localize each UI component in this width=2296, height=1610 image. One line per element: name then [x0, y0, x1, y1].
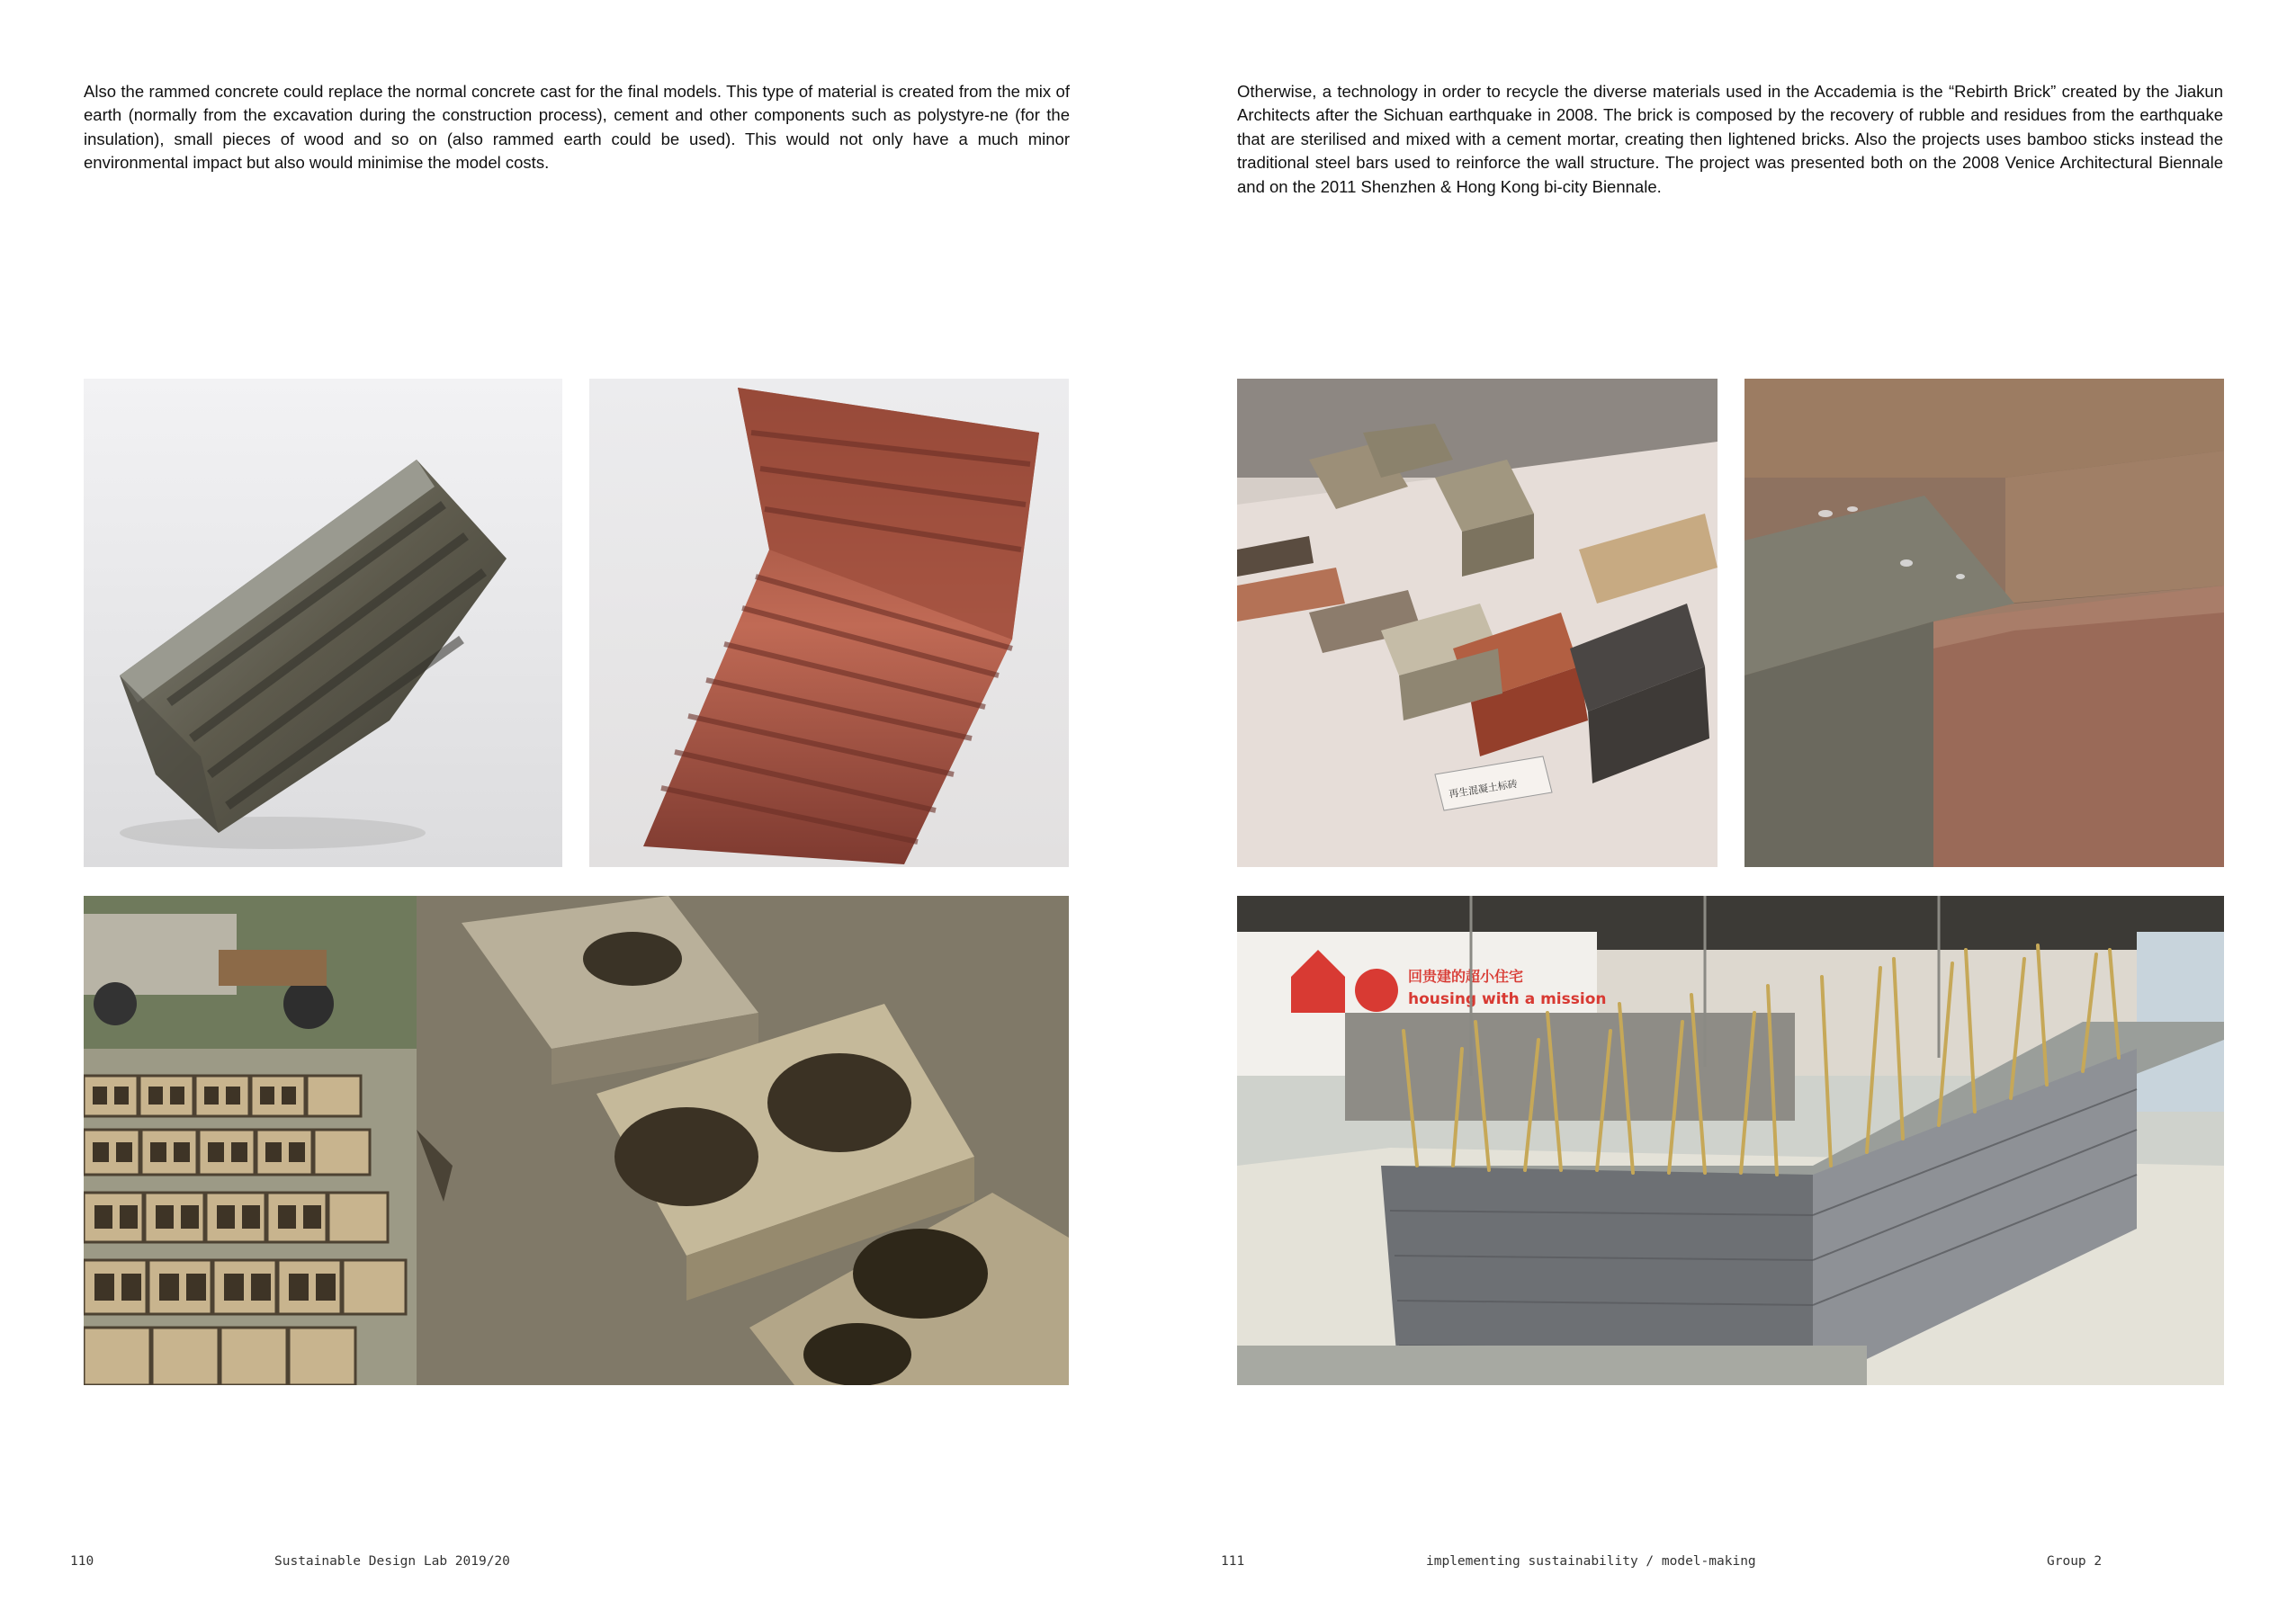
- right-footer-section: implementing sustainability / model-making: [1426, 1554, 1756, 1569]
- right-paragraph: Otherwise, a technology in order to recycle the diverse materials used in the Accademia is the “Rebirth Brick” created by the Jiakun Architects after the Sichuan earthquake in 2008. The brick is composed by the recovery of rubble and residues from the earthquake that are sterilised and mixed with a cement mortar, creating then lightened bricks. Also the projects uses bamboo sticks instead the traditional steel bars used to reinforce the wall structure. The project was presented both on the 2008 Venice Architectural Biennale and on the 2011 Shenzhen & Hong Kong bi-city Biennale.: [1237, 82, 2223, 196]
- right-page-number: 111: [1221, 1554, 1245, 1569]
- left-page-number: 110: [70, 1554, 94, 1569]
- left-footer-title: Sustainable Design Lab 2019/20: [274, 1554, 510, 1569]
- photo-exhibition-bamboo: [1237, 896, 2224, 1385]
- brick-label: 再生混凝土标砖: [1448, 777, 1519, 801]
- right-footer-group: Group 2: [2047, 1554, 2103, 1569]
- photo-red-rammed-earth: [589, 379, 1069, 867]
- photo-block-stacks: [84, 896, 417, 1385]
- photo-bricks-closeup: [1744, 379, 2224, 867]
- photo-rebirth-brick-display: [1237, 379, 1718, 867]
- exhibition-sign-cn: 回贵建的超小住宅: [1408, 968, 1524, 985]
- photo-grey-rammed-concrete: [84, 379, 562, 867]
- exhibition-sign: housing with a mission: [1408, 990, 1607, 1008]
- photo-hollow-blocks-closeup: [417, 896, 1069, 1385]
- left-paragraph: Also the rammed concrete could replace the normal concrete cast for the final models. This type of material is created from the mix of earth (normally from the excavation during the construction process), cement and other components such as polystyre-ne (for the insulation), small pieces of wood and so on (also rammed earth could be used). This would not only have a much minor environmental impact but also would minimise the model costs.: [84, 82, 1070, 173]
